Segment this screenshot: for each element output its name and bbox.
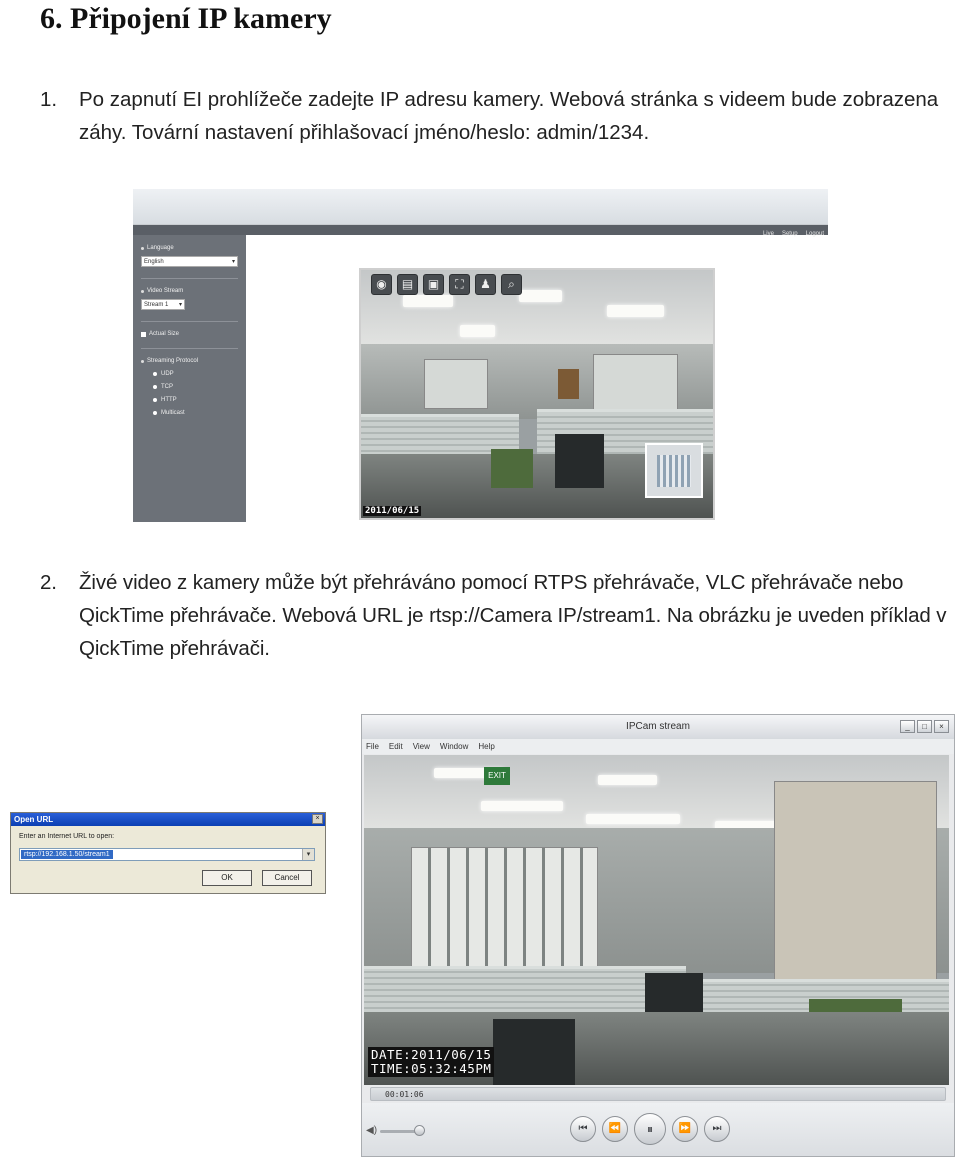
language-label: Language <box>141 245 238 251</box>
camera-web-ui-screenshot <box>133 189 828 522</box>
top-link-live[interactable]: Live <box>762 231 774 237</box>
playback-controls <box>362 1103 954 1157</box>
player-video <box>364 755 949 1085</box>
protocol-radio-multicast[interactable] <box>153 410 238 416</box>
web-ui-sidebar <box>133 235 246 522</box>
video-stream-select[interactable] <box>141 299 185 310</box>
url-input[interactable] <box>19 848 315 861</box>
rewind-icon[interactable]: ⏪ <box>602 1116 628 1142</box>
protocol-udp-label: UDP <box>161 371 174 377</box>
url-input-value: rtsp://192.168.1.50/stream1 <box>21 850 113 859</box>
protocol-tcp-label: TCP <box>161 384 173 390</box>
office-scene <box>364 755 949 1085</box>
fast-forward-icon[interactable]: ⏩ <box>672 1116 698 1142</box>
fullscreen-icon[interactable]: ⛶ <box>449 274 470 295</box>
protocol-radio-tcp[interactable] <box>153 384 238 390</box>
chevron-down-icon[interactable]: ▾ <box>302 849 314 860</box>
actual-size-checkbox[interactable] <box>141 331 238 337</box>
volume-slider-knob[interactable] <box>414 1125 425 1136</box>
step-2 <box>40 566 958 665</box>
window-buttons <box>900 720 949 733</box>
video-date-time-overlay <box>368 1047 494 1077</box>
top-link-setup[interactable]: Setup <box>781 231 798 237</box>
web-ui-live-video <box>359 268 715 520</box>
top-link-logout[interactable]: Logout <box>805 231 824 237</box>
dialog-title: Open URL <box>11 813 325 826</box>
playback-timebar[interactable] <box>370 1087 946 1101</box>
video-stream-value: Stream 1 <box>144 301 169 308</box>
maximize-icon[interactable]: □ <box>917 720 932 733</box>
protocol-radio-udp[interactable] <box>153 371 238 377</box>
step-2-number: 2. <box>40 571 57 594</box>
step-1 <box>40 83 940 149</box>
web-ui-header <box>133 189 828 225</box>
video-stream-label: Video Stream <box>141 288 238 294</box>
transport-buttons <box>570 1113 730 1145</box>
player-menu-bar <box>362 739 954 754</box>
actual-size-label: Actual Size <box>149 331 180 337</box>
video-date: DATE:2011/06/15 <box>371 1047 492 1062</box>
step-1-number: 1. <box>40 88 58 111</box>
protocol-http-label: HTTP <box>161 397 177 403</box>
user-icon[interactable]: ♟ <box>475 274 496 295</box>
menu-file[interactable]: File <box>366 742 379 751</box>
chevron-down-icon: ▾ <box>178 302 182 308</box>
video-time: TIME:05:32:45PM <box>371 1061 492 1076</box>
video-toolbar <box>371 274 522 295</box>
protocol-label: Streaming Protocol <box>141 358 238 364</box>
menu-edit[interactable]: Edit <box>388 742 403 751</box>
cancel-button[interactable]: Cancel <box>262 870 312 886</box>
web-ui-top-links <box>763 231 824 237</box>
language-select[interactable] <box>141 256 238 267</box>
volume-icon[interactable]: ◀) <box>366 1125 378 1136</box>
protocol-radio-http[interactable] <box>153 397 238 403</box>
protocol-multicast-label: Multicast <box>161 410 185 416</box>
skip-forward-icon[interactable]: ⏭ <box>704 1116 730 1142</box>
settings-icon[interactable]: ▤ <box>397 274 418 295</box>
ok-button[interactable]: OK <box>202 870 252 886</box>
step-2-text: Živé video z kamery může být přehráváno pomocí RTPS přehrávače, VLC přehrávače nebo QickTime přehrávače. Webová URL je rtsp://Camera IP/stream1. Na obrázku je uveden příklad v QickTime přehrávači. <box>79 571 947 660</box>
language-value: English <box>144 258 164 265</box>
close-icon[interactable]: × <box>312 814 323 824</box>
exit-sign: EXIT <box>484 767 510 785</box>
camera-icon[interactable]: ◉ <box>371 274 392 295</box>
menu-window[interactable]: Window <box>439 742 469 751</box>
skip-back-icon[interactable]: ⏮ <box>570 1116 596 1142</box>
open-url-dialog <box>10 812 326 894</box>
page-heading: 6. Připojení IP kamery <box>40 2 332 35</box>
menu-view[interactable]: View <box>412 742 430 751</box>
url-prompt-label: Enter an Internet URL to open: <box>19 833 115 840</box>
step-1-text: Po zapnutí EI prohlížeče zadejte IP adresu kamery. Webová stránka s videem bude zobrazena záhy. Tovární nastavení přihlašovací jméno/heslo: admin/1234. <box>79 88 939 144</box>
quicktime-player-window <box>361 714 955 1157</box>
pause-icon[interactable]: ⏸ <box>634 1113 666 1145</box>
elapsed-time: 00:01:06 <box>385 1090 424 1099</box>
zoom-icon[interactable]: ⌕ <box>501 274 522 295</box>
player-title: IPCam stream <box>362 715 954 739</box>
close-icon[interactable]: × <box>934 720 949 733</box>
video-timestamp: 2011/06/15 <box>365 506 420 516</box>
chevron-down-icon: ▾ <box>231 259 235 265</box>
menu-help[interactable]: Help <box>478 742 495 751</box>
folder-icon[interactable]: ▣ <box>423 274 444 295</box>
minimize-icon[interactable]: _ <box>900 720 915 733</box>
minimap <box>645 443 703 498</box>
